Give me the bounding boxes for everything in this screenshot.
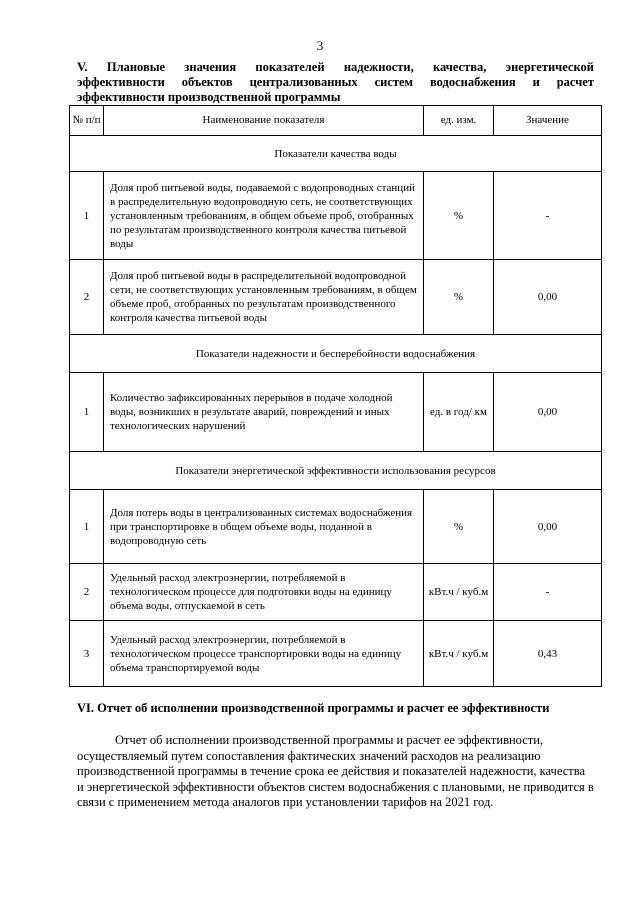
row-name: Доля потерь воды в централизованных системах водоснабжения при транспортировке в общем объеме воды, поданной в водопроводную сеть bbox=[104, 490, 424, 564]
row-name: Доля проб питьевой воды в распределительной водопроводной сети, не соответствующих установленным требованиям, в общем объеме проб, отобранных по результатам производственного контроля качества питьевой воды bbox=[104, 260, 424, 335]
title-word: объектов bbox=[181, 75, 233, 89]
row-value: - bbox=[494, 564, 602, 621]
table-row bbox=[70, 621, 602, 687]
title-word: систем bbox=[374, 75, 414, 89]
row-name: Доля проб питьевой воды, подаваемой с водопроводных станций в распределительную водопроводную сеть, не соответствующих установленным требованиям, в общем объеме проб, отобранных по результатам производственного контроля качества питьевой воды bbox=[104, 172, 424, 260]
section-vi-title: VI. Отчет об исполнении производственной программы и расчет ее эффективности bbox=[77, 701, 550, 715]
row-unit: кВт.ч / куб.м bbox=[424, 621, 494, 687]
row-unit: % bbox=[424, 260, 494, 335]
group-row bbox=[70, 335, 602, 373]
row-num: 1 bbox=[70, 172, 104, 260]
section-vi-paragraph bbox=[77, 733, 594, 811]
page-number: 3 bbox=[316, 38, 324, 53]
title-word: централизованных bbox=[249, 75, 358, 89]
group-title: Показатели энергетической эффективности использования ресурсов bbox=[70, 452, 602, 490]
row-name: Удельный расход электроэнергии, потребляемой в технологическом процессе транспортировки воды на единицу объема транспортируемой воды bbox=[104, 621, 424, 687]
row-value: 0,00 bbox=[494, 260, 602, 335]
section-v-title-line bbox=[77, 60, 594, 75]
title-word: качества, bbox=[433, 60, 487, 74]
group-title: Показатели надежности и бесперебойности водоснабжения bbox=[70, 335, 602, 373]
row-num: 2 bbox=[70, 564, 104, 621]
row-num: 1 bbox=[70, 373, 104, 452]
row-num: 2 bbox=[70, 260, 104, 335]
title-word: и bbox=[532, 75, 540, 89]
row-unit: ед. в год/ км bbox=[424, 373, 494, 452]
header-unit: ед. изм. bbox=[424, 106, 494, 136]
title-word: Плановые bbox=[106, 60, 166, 74]
title-word: значения bbox=[184, 60, 237, 74]
title-word: V. bbox=[77, 60, 88, 74]
row-unit: кВт.ч / куб.м bbox=[424, 564, 494, 621]
group-row bbox=[70, 136, 602, 172]
row-name: Удельный расход электроэнергии, потребляемой в технологическом процессе для подготовки воды на единицу объема воды, отпускаемой в сеть bbox=[104, 564, 424, 621]
section-v-title bbox=[77, 60, 594, 105]
table-row bbox=[70, 564, 602, 621]
table-row bbox=[70, 260, 602, 335]
title-word: водоснабжения bbox=[430, 75, 516, 89]
header-value: Значение bbox=[494, 106, 602, 136]
row-unit: % bbox=[424, 490, 494, 564]
section-v-title-line: эффективности производственной программы bbox=[77, 90, 341, 104]
row-value: 0,00 bbox=[494, 490, 602, 564]
paragraph-text: Отчет об исполнении производственной программы и расчет ее эффективности, осуществляемый путем сопоставления фактических значений расходов на реализацию производственной программы в течение срока ее действия и показателей надежности, качества и энергетической эффективности объектов систем водоснабжения с плановыми, не приводится в связи с применением метода аналогов при установлении тарифов на 2021 год. bbox=[77, 733, 594, 809]
header-name: Наименование показателя bbox=[104, 106, 424, 136]
row-value: 0,00 bbox=[494, 373, 602, 452]
table-header-row bbox=[70, 106, 602, 136]
group-title: Показатели качества воды bbox=[70, 136, 602, 172]
table-row bbox=[70, 373, 602, 452]
table-row bbox=[70, 490, 602, 564]
group-row bbox=[70, 452, 602, 490]
row-unit: % bbox=[424, 172, 494, 260]
row-num: 1 bbox=[70, 490, 104, 564]
title-word: эффективности bbox=[77, 75, 165, 89]
row-num: 3 bbox=[70, 621, 104, 687]
row-name: Количество зафиксированных перерывов в подаче холодной воды, возникших в результате аварий, повреждений и иных технологических нарушений bbox=[104, 373, 424, 452]
section-v-title-line bbox=[77, 75, 594, 90]
row-value: - bbox=[494, 172, 602, 260]
title-word: показателей bbox=[255, 60, 325, 74]
table-row bbox=[70, 172, 602, 260]
title-word: энергетической bbox=[505, 60, 594, 74]
row-value: 0,43 bbox=[494, 621, 602, 687]
header-num: № п/п bbox=[70, 106, 104, 136]
indicators-table bbox=[69, 105, 602, 687]
title-word: надежности, bbox=[343, 60, 414, 74]
title-word: расчет bbox=[556, 75, 594, 89]
